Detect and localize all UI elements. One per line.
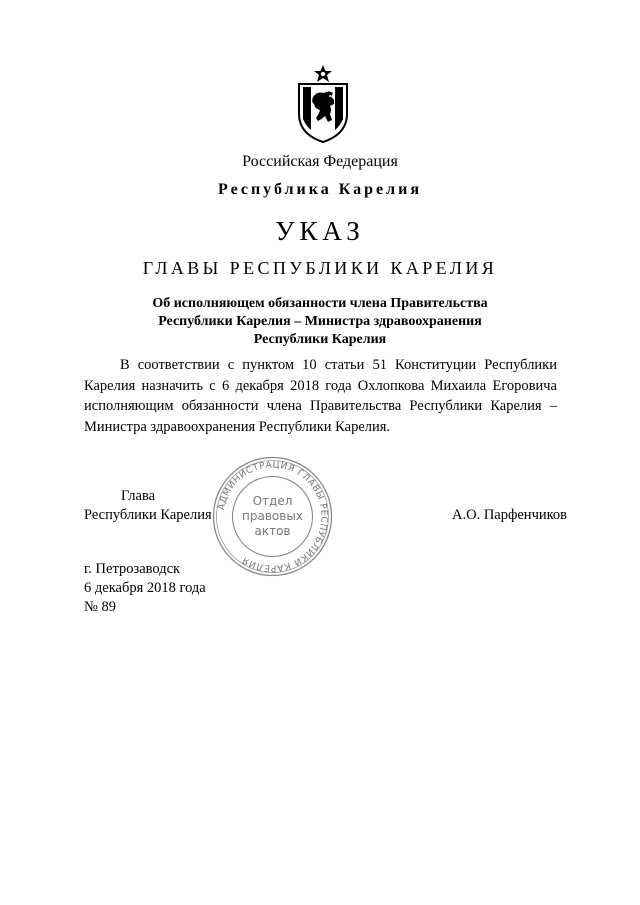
decree-body <box>84 355 557 437</box>
document-type: УКАЗ <box>275 216 365 246</box>
issue-date: 6 декабря 2018 года <box>84 580 206 596</box>
republic-name: Республика Карелия <box>218 181 422 198</box>
coat-of-arms-icon <box>293 64 353 144</box>
body-line: В соответствии с пунктом 10 статьи 51 Конституции Республики <box>120 357 557 373</box>
subject-line: Об исполняющем обязанности члена Правительства <box>152 296 488 311</box>
stamp-center-text: актов <box>254 524 291 538</box>
signatory-title: Глава <box>121 488 156 504</box>
country-name: Российская Федерация <box>242 153 398 170</box>
decree-number: № 89 <box>84 599 116 615</box>
stamp-center-text: Отдел <box>252 494 293 508</box>
stamp-ring-text: АДМИНИСТРАЦИЯ ГЛАВЫ РЕСПУБЛИКИ КАРЕЛИЯ <box>216 460 329 573</box>
stamp-center-text: правовых <box>242 509 303 523</box>
issue-details <box>84 560 206 617</box>
subject-line: Республики Карелия <box>253 332 387 347</box>
round-stamp-icon <box>211 455 334 578</box>
issue-city: г. Петрозаводск <box>84 561 181 577</box>
body-line: Министра здравоохранения Республики Карелия. <box>84 418 391 435</box>
document-subject <box>0 295 640 349</box>
body-line: Карелия назначить с 6 декабря 2018 года Охлопкова Михаила Егоровича <box>84 377 557 394</box>
signatory-name: А.О. Парфенчиков <box>452 507 568 523</box>
signatory-title: Республики Карелия <box>84 507 212 523</box>
body-line: исполняющим обязанности члена Правительства Республики Карелия – <box>84 398 557 414</box>
issuer-title: ГЛАВЫ РЕСПУБЛИКИ КАРЕЛИЯ <box>142 258 498 278</box>
subject-line: Республики Карелия – Министра здравоохранения <box>158 314 482 329</box>
